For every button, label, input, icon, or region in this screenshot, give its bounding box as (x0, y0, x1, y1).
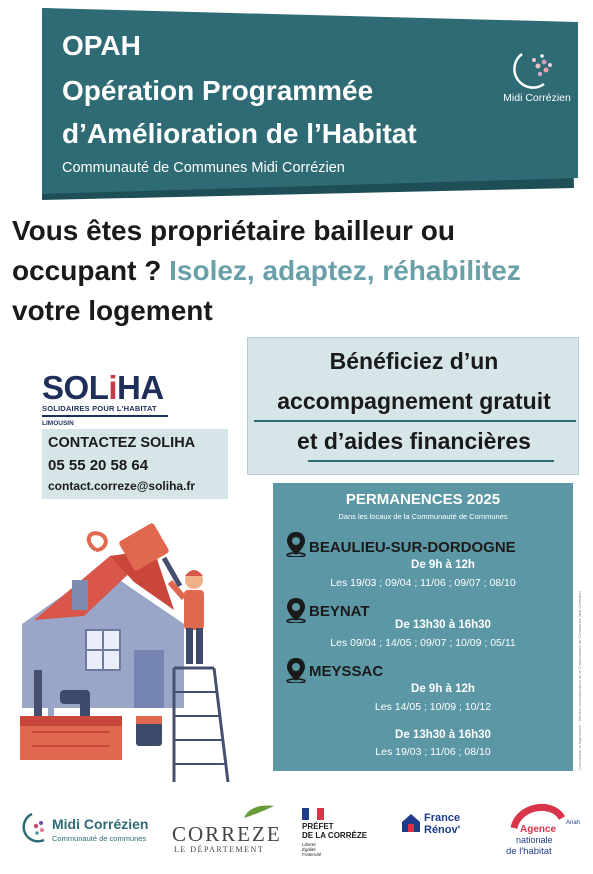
location-dates2-meyssac: Les 19/03 ; 11/06 ; 08/10 (375, 746, 491, 758)
header-title-line2: Opération Programmée (62, 75, 374, 106)
footer-france-renov-line2: Rénov' (424, 824, 461, 836)
benefits-underline-2 (308, 460, 554, 462)
soliha-phone[interactable]: 05 55 20 58 64 (48, 457, 149, 474)
footer-france-renov-line1: France (424, 812, 461, 824)
footer-anah-line3: de l'habitat (506, 846, 552, 857)
footer-midi-sub: Communauté de communes (52, 834, 147, 843)
benefits-line3: et d’aides financières (297, 428, 531, 454)
partner-logos (12, 798, 592, 868)
print-credit: Conception et impression : Service communication de la Communauté de Communes Midi Corrézien (577, 591, 582, 770)
header-title-opah: OPAH (62, 30, 141, 61)
soliha-logo (42, 369, 168, 427)
location-pin-icon (285, 657, 307, 683)
location-hours-beaulieu: De 9h à 12h (411, 559, 475, 571)
location-town-meyssac: MEYSSAC (309, 663, 384, 680)
midi-correzien-logo (500, 44, 574, 114)
headline-line1: Vous êtes propriétaire bailleur ou (12, 215, 455, 246)
permanences-panel (273, 483, 573, 771)
footer-prefet-motto1: Liberté (302, 842, 316, 847)
location-dates-meyssac: Les 14/05 ; 10/09 ; 10/12 (374, 701, 492, 713)
footer-anah-tag: Anah (566, 820, 581, 826)
headline-line2 (12, 252, 521, 290)
footer-prefet-motto2: Égalité (302, 847, 316, 852)
location-hours-meyssac: De 9h à 12h (411, 683, 475, 695)
header-title-line3: d’Amélioration de l’Habitat (62, 118, 417, 149)
benefits-line1: Bénéficiez d’un (329, 348, 499, 374)
footer-prefet-line2: DE LA CORRÈZE (302, 831, 368, 840)
footer-correze-name: CORREZE (172, 822, 282, 846)
soliha-logo-text: SOLiHA (42, 369, 164, 406)
soliha-contact-box (42, 429, 228, 499)
location-pin-icon (285, 531, 307, 557)
soliha-contact-title: CONTACTEZ SOLIHA (48, 435, 196, 451)
benefits-underline-1 (254, 420, 576, 422)
midi-correzien-emblem-icon (500, 44, 574, 90)
benefits-line2: accompagnement gratuit (277, 388, 551, 414)
footer-prefet-motto3: Fraternité (302, 852, 322, 857)
permanences-subtitle: Dans les locaux de la Communauté de Communes (338, 512, 508, 521)
headline-line2-a: occupant ? (12, 255, 162, 286)
credit-anchor (577, 591, 587, 780)
leaf-icon (240, 804, 280, 820)
france-renov-house-icon (400, 812, 422, 834)
house-renovation-illustration (14, 520, 264, 782)
soliha-logo-region: LIMOUSIN (42, 420, 74, 427)
location-hours-beynat: De 13h30 à 16h30 (395, 619, 491, 631)
location-town-beaulieu: BEAULIEU-SUR-DORDOGNE (309, 539, 516, 556)
soliha-logo-subtitle: SOLIDAIRES POUR L'HABITAT (42, 404, 157, 413)
midi-correzien-footer-icon (18, 810, 50, 846)
footer-midi-name: Midi Corrézien (52, 816, 149, 832)
soliha-email[interactable]: contact.correze@soliha.fr (48, 479, 196, 493)
location-town-beynat: BEYNAT (309, 603, 370, 620)
benefits-box (247, 337, 579, 475)
headline-line2-accent: Isolez, adaptez, réhabilitez (169, 255, 521, 286)
headline-line3: votre logement (12, 295, 213, 326)
footer-logo-anah (502, 798, 584, 862)
footer-correze-sub: LE DÉPARTEMENT (174, 845, 265, 854)
location-dates-beynat: Les 09/04 ; 14/05 ; 09/07 ; 10/09 ; 05/11 (330, 637, 516, 649)
soliha-logo-rule (42, 415, 168, 417)
marianne-flag-icon (302, 808, 324, 820)
footer-prefet-line1: PRÉFET (302, 822, 334, 831)
midi-correzien-logo-label: Midi Corrézien (503, 92, 571, 104)
footer-anah-line1: Agence (520, 824, 557, 835)
footer-anah-line2: nationale (516, 835, 553, 845)
location-hours2-meyssac: De 13h30 à 16h30 (395, 729, 491, 741)
permanences-title: PERMANENCES 2025 (345, 491, 501, 508)
location-dates-beaulieu: Les 19/03 ; 09/04 ; 11/06 ; 09/07 ; 08/10 (330, 577, 516, 589)
header-subtitle: Communauté de Communes Midi Corrézien (62, 160, 345, 176)
